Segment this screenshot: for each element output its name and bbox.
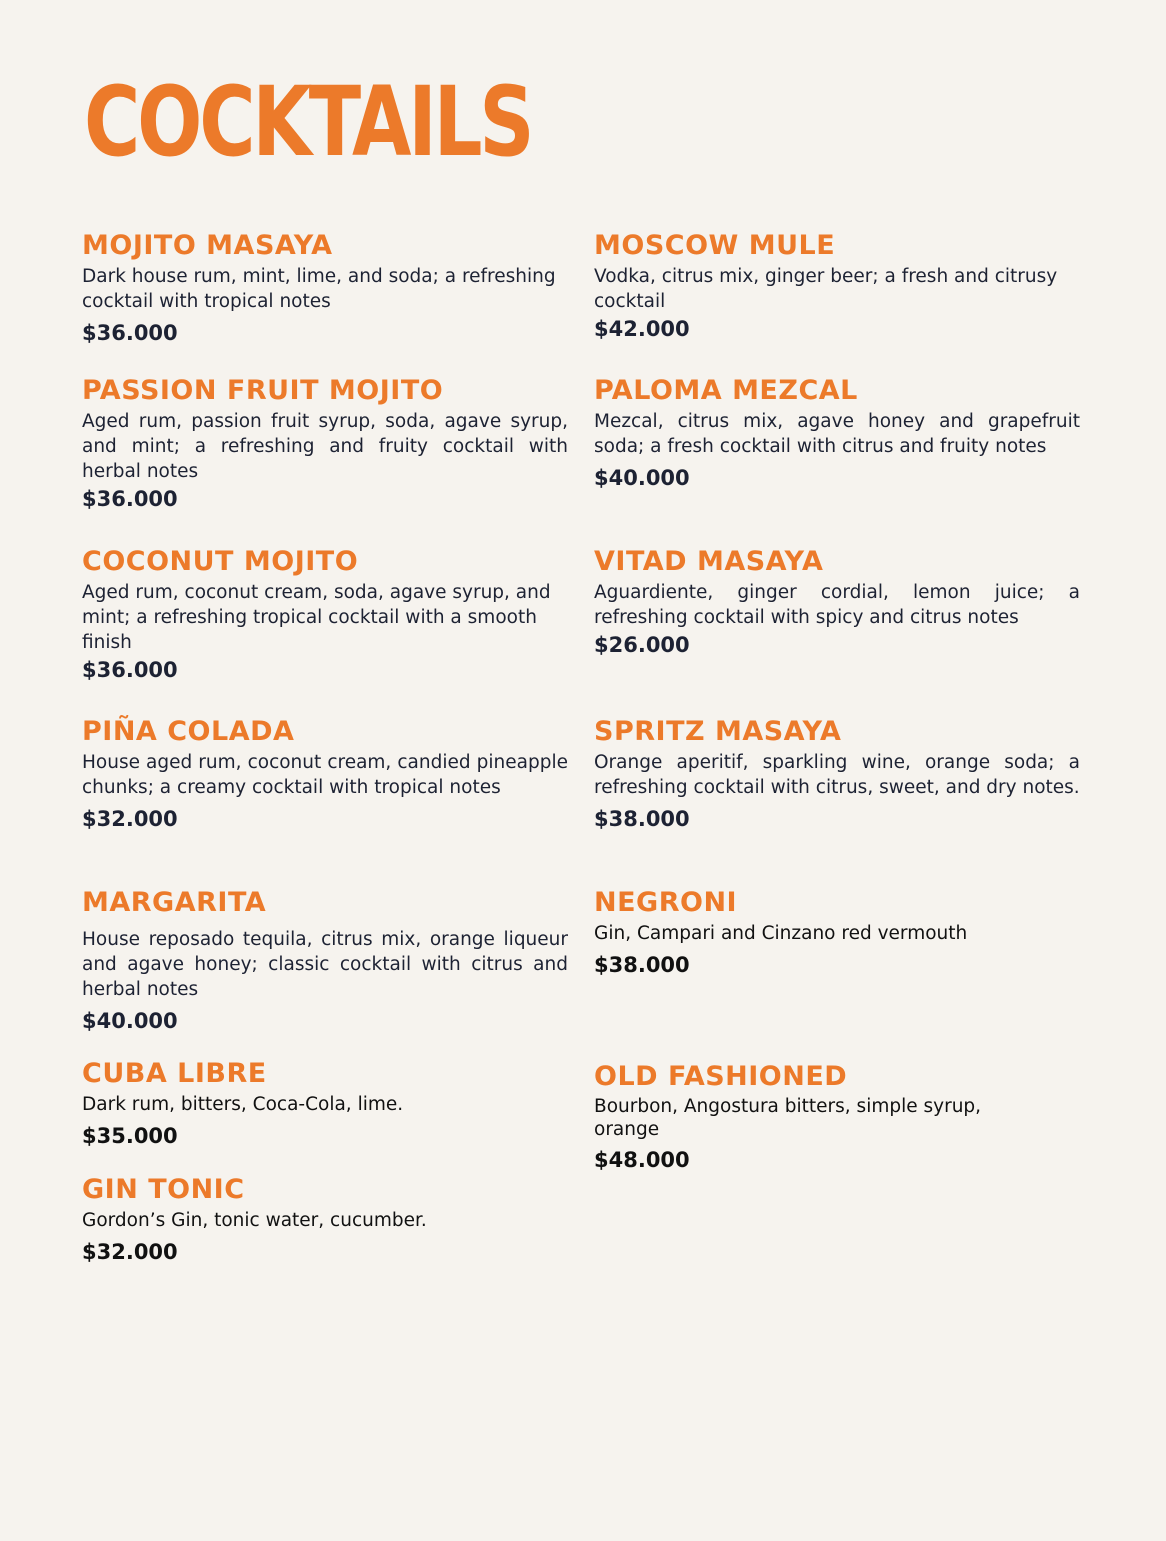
item-price: $36.000 (82, 487, 178, 511)
menu-item-pina-colada (82, 716, 568, 832)
item-description: Dark rum, bitters, Coca-Cola, lime. (82, 1094, 404, 1115)
menu-item-cuba-libre (82, 1058, 568, 1149)
item-price: $36.000 (82, 658, 178, 682)
item-description: Vodka, citrus mix, ginger beer; a fresh and citrusy cocktail (594, 266, 1058, 312)
item-description: Orange aperitif, sparkling wine, orange soda; a refreshing cocktail with citrus, sweet, and dry notes. (594, 752, 1080, 798)
item-description: Mezcal, citrus mix, agave honey and grapefruit soda; a fresh cocktail with citrus and fruity notes (594, 411, 1080, 457)
item-name: PIÑA COLADA (82, 716, 295, 747)
item-name: MOJITO MASAYA (82, 230, 333, 261)
item-name: PASSION FRUIT MOJITO (82, 375, 444, 406)
item-description: Aguardiente, ginger cordial, lemon juice; a refreshing cocktail with spicy and citrus notes (594, 582, 1080, 628)
item-price: $32.000 (82, 1240, 178, 1264)
item-description: House aged rum, coconut cream, candied pineapple chunks; a creamy cocktail with tropical notes (82, 752, 568, 798)
item-description: Gin, Campari and Cinzano red vermouth (594, 923, 968, 944)
item-name: OLD FASHIONED (594, 1061, 848, 1092)
item-price: $42.000 (594, 317, 690, 341)
item-name: MOSCOW MULE (594, 230, 836, 261)
menu-item-vitad-masaya (594, 546, 1080, 658)
item-price: $40.000 (82, 1009, 178, 1033)
item-description: House reposado tequila, citrus mix, orange liqueur and agave honey; classic cocktail with citrus and herbal notes (82, 929, 568, 1000)
item-description: Dark house rum, mint, lime, and soda; a refreshing cocktail with tropical notes (82, 266, 556, 312)
item-name: MARGARITA (82, 887, 267, 918)
item-name: PALOMA MEZCAL (594, 375, 858, 406)
item-name: COCONUT MOJITO (82, 546, 359, 577)
menu-item-gin-tonic (82, 1174, 568, 1265)
menu-item-coconut-mojito (82, 546, 568, 683)
menu-item-spritz-masaya (594, 716, 1080, 832)
menu-item-passion-fruit-mojito (82, 375, 568, 512)
menu-item-moscow-mule (594, 230, 1080, 342)
item-price: $48.000 (594, 1148, 690, 1172)
item-name: CUBA LIBRE (82, 1058, 267, 1089)
item-price: $38.000 (594, 807, 690, 831)
menu-item-margarita (82, 887, 568, 1034)
item-description: Gordon’s Gin, tonic water, cucumber. (82, 1210, 427, 1231)
item-name: GIN TONIC (82, 1174, 245, 1205)
item-price: $35.000 (82, 1124, 178, 1148)
item-price: $38.000 (594, 953, 690, 977)
item-name: VITAD MASAYA (594, 546, 824, 577)
page-title: COCKTAILS (84, 66, 532, 178)
item-description: Aged rum, coconut cream, soda, agave syrup, and mint; a refreshing tropical cocktail with a smooth finish (82, 582, 551, 653)
item-description: Bourbon, Angostura bitters, simple syrup, orange (594, 1096, 982, 1140)
item-price: $40.000 (594, 466, 690, 490)
item-price: $32.000 (82, 807, 178, 831)
menu-item-negroni (594, 887, 1080, 978)
item-description: Aged rum, passion fruit syrup, soda, agave syrup, and mint; a refreshing and fruity cocktail with herbal notes (82, 411, 568, 482)
menu-item-old-fashioned (594, 1061, 1034, 1173)
menu-item-mojito-masaya (82, 230, 570, 346)
item-name: NEGRONI (594, 887, 738, 918)
item-name: SPRITZ MASAYA (594, 716, 842, 747)
menu-item-paloma-mezcal (594, 375, 1080, 491)
item-price: $26.000 (594, 633, 690, 657)
item-price: $36.000 (82, 321, 178, 345)
